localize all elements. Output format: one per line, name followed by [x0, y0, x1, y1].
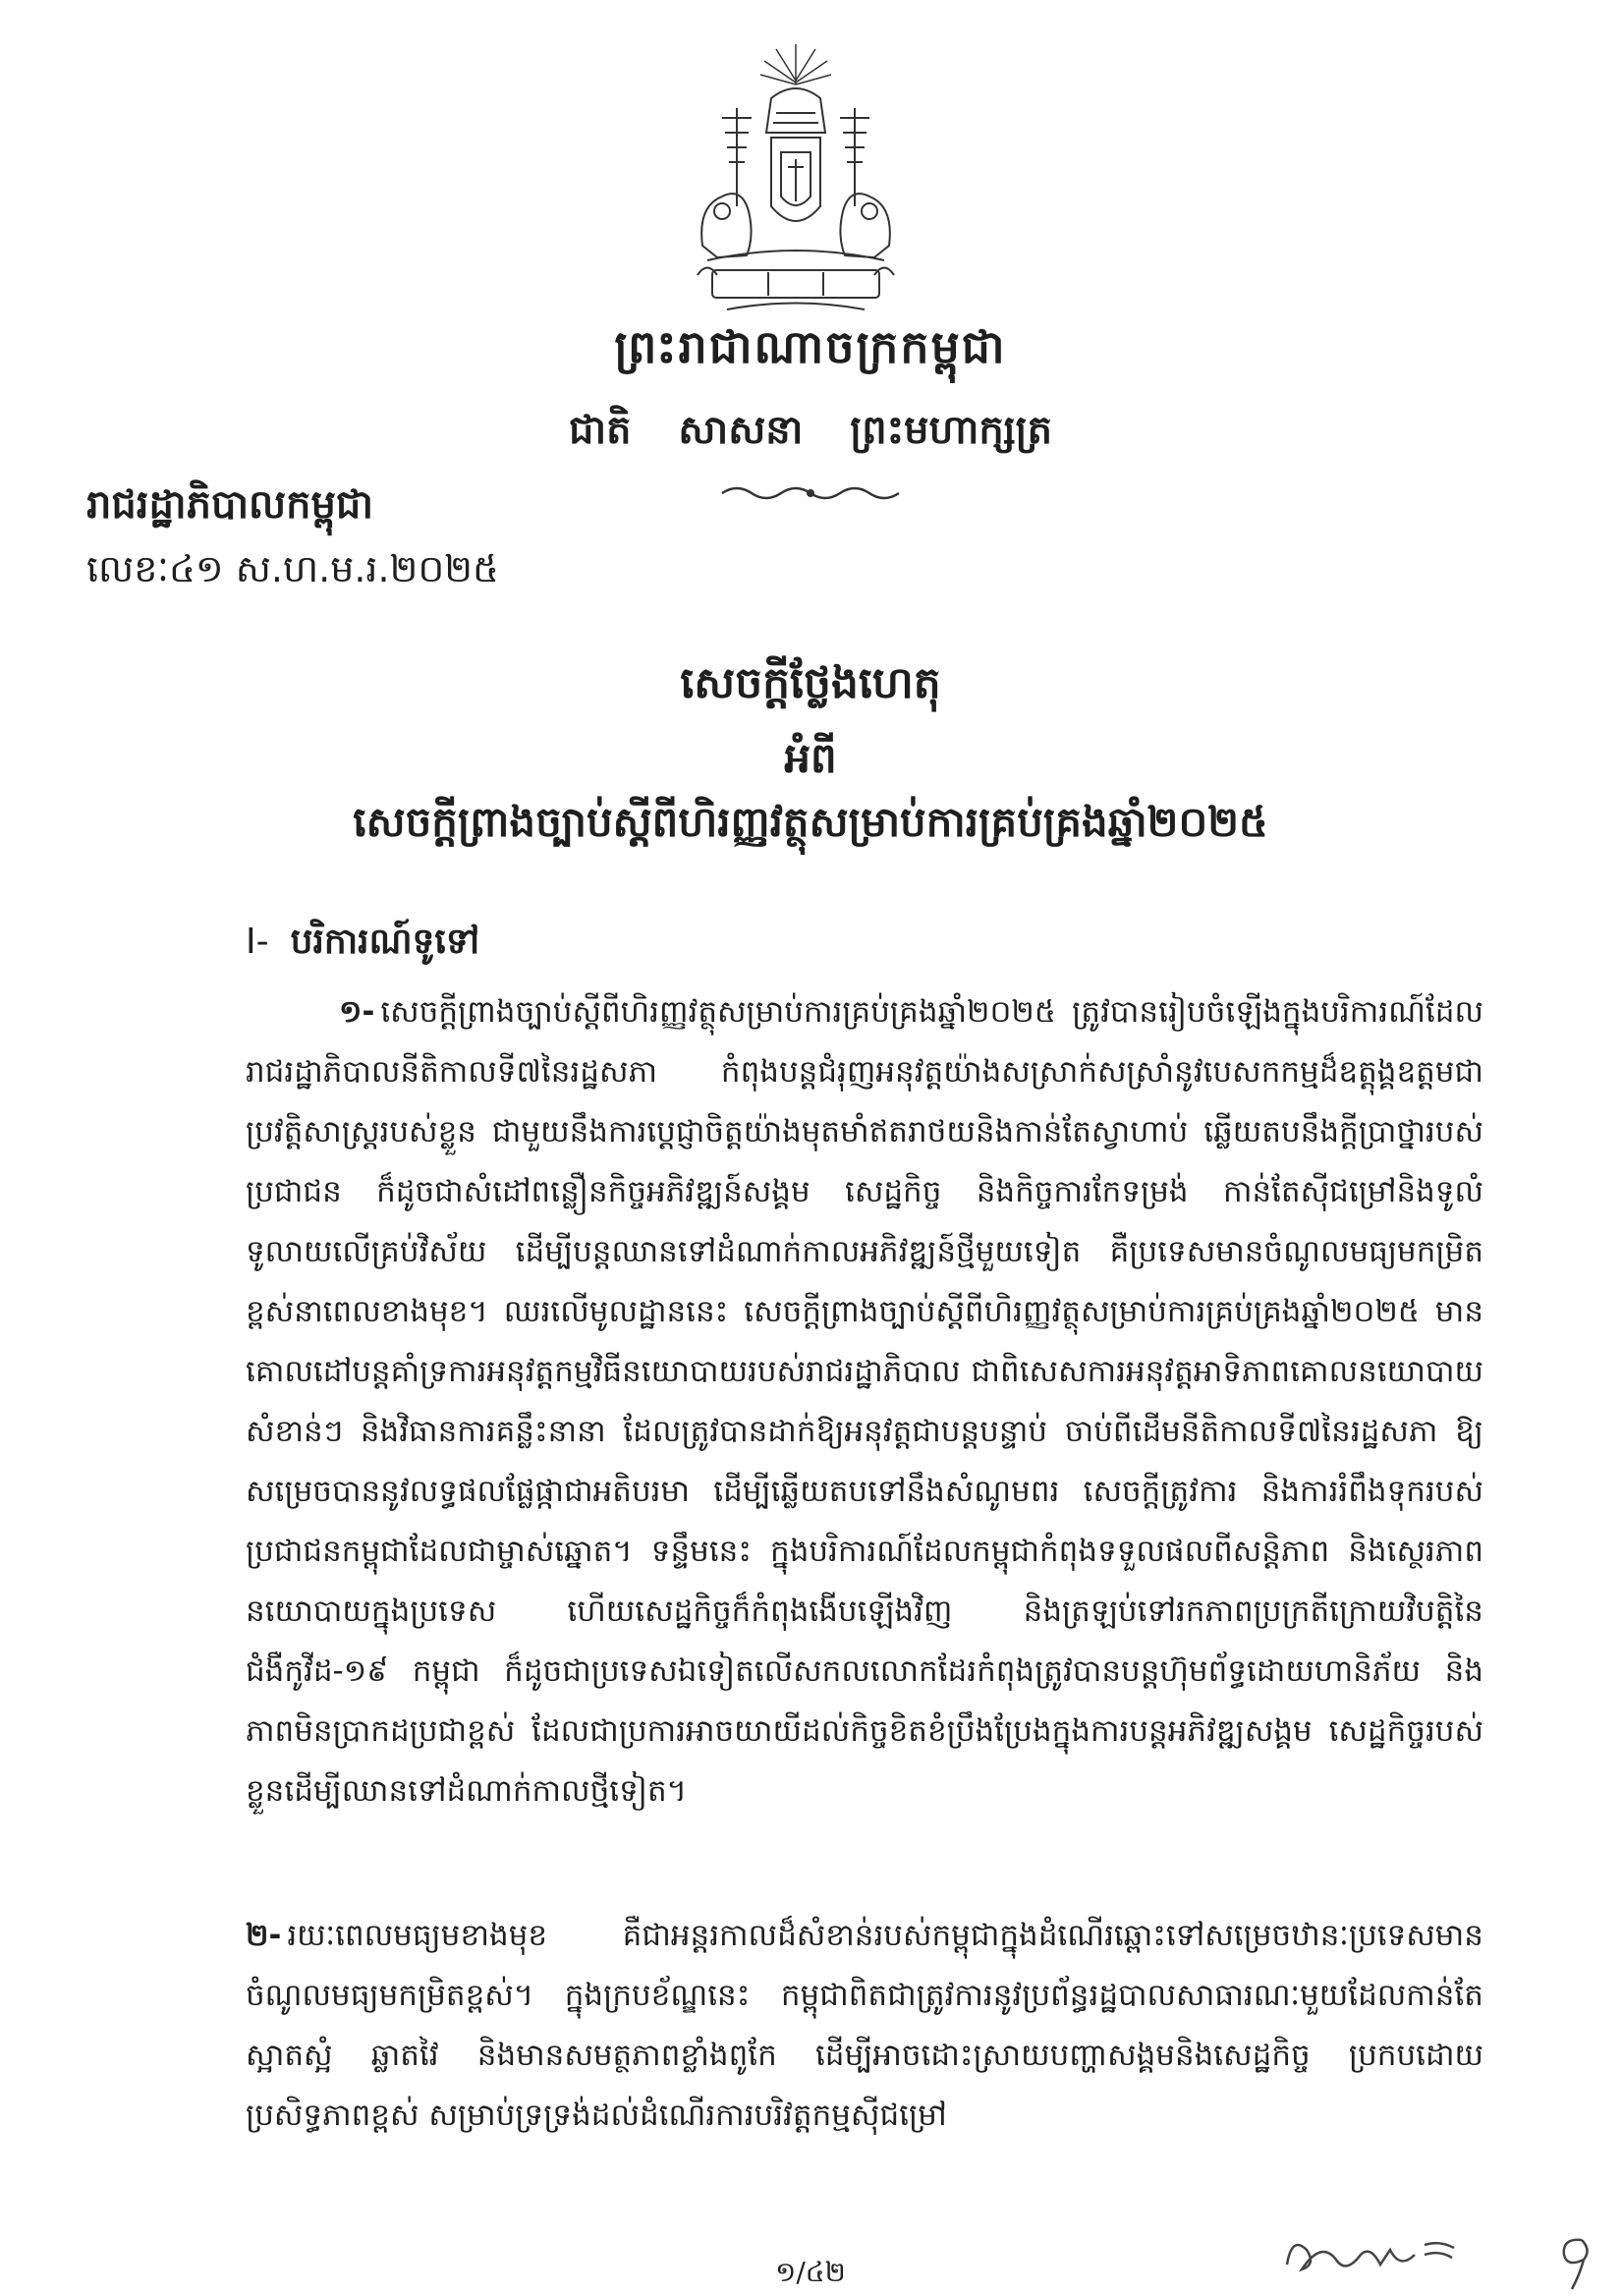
decorative-divider-ornament — [712, 478, 909, 508]
paragraph — [246, 982, 1483, 1821]
paragraph-text: រយៈពេលមធ្យមខាងមុខ គឺជាអន្តរកាលដ៏សំខាន់របស់កម្ពុជាក្នុងដំណើរឆ្ពោះទៅសម្រេចឋានៈប្រទេសមានចំណូលមធ្យមកម្រិតខ្ពស់។ ក្នុងក្របខ័ណ្ឌនេះ កម្ពុជាពិតជាត្រូវការនូវប្រព័ន្ធរដ្ឋបាលសាធារណៈមួយដែលកាន់តែស្អាតស្អំ ឆ្លាតវៃ និងមានសមត្ថភាពខ្លាំងពូកែ ដើម្បីអាចដោះស្រាយបញ្ហាសង្គមនិងសេដ្ឋកិច្ច ប្រកបដោយប្រសិទ្ធភាពខ្ពស់ សម្រាប់ទ្រទ្រង់ដល់ដំណើរការបរិវត្តកម្មស៊ីជម្រៅ — [246, 1918, 1483, 2133]
section-heading — [246, 919, 479, 971]
document-title-line-1: សេចក្តីថ្លែងហេតុ — [680, 658, 941, 708]
page-number: ១/៤២ — [775, 2256, 846, 2288]
paragraph-text: សេចក្តីព្រាងច្បាប់ស្តីពីហិរញ្ញវត្ថុសម្រាប់ការគ្រប់គ្រងឆ្នាំ២០២៥ ត្រូវបានរៀបចំឡើងក្នុងបរិការណ៍ដែលរាជរដ្ឋាភិបាលនីតិកាលទី៧នៃរដ្ឋសភា កំពុងបន្តជំរុញអនុវត្តយ៉ាងសស្រាក់សស្រាំនូវបេសកកម្មដ៏ឧត្តុង្គឧត្តមជាប្រវត្តិសាស្ត្ររបស់ខ្លួន ជាមួយនឹងការប្តេជ្ញាចិត្តយ៉ាងមុតមាំឥតរាថយនិងកាន់តែស្វាហាប់ ឆ្លើយតបនឹងក្តីប្រាថ្នារបស់ប្រជាជន ក៏ដូចជាសំដៅពន្លឿនកិច្ចអភិវឌ្ឍន៍សង្គម សេដ្ឋកិច្ច និងកិច្ចការកែទម្រង់ កាន់តែស៊ីជម្រៅនិងទូលំទូលាយលើគ្រប់វិស័យ ដើម្បីបន្តឈានទៅដំណាក់កាលអភិវឌ្ឍន៍ថ្មីមួយទៀត គឺប្រទេសមានចំណូលមធ្យមកម្រិតខ្ពស់នាពេលខាងមុខ។ ឈរលើមូលដ្ឋាននេះ សេចក្តីព្រាងច្បាប់ស្តីពីហិរញ្ញវត្ថុសម្រាប់ការគ្រប់គ្រងឆ្នាំ២០២៥ មានគោលដៅបន្តគាំទ្រការអនុវត្តកម្មវិធីនយោបាយរបស់រាជរដ្ឋាភិបាល ជាពិសេសការអនុវត្តអាទិភាពគោលនយោបាយសំខាន់ៗ និងវិធានការគន្លឹះនានា ដែលត្រូវបានដាក់ឱ្យអនុវត្តជាបន្តបន្ទាប់ ចាប់ពីដើមនីតិកាលទី៧នៃរដ្ឋសភា ឱ្យសម្រេចបាននូវលទ្ធផលផ្លែផ្កាជាអតិបរមា ដើម្បីឆ្លើយតបទៅនឹងសំណូមពរ សេចក្តីត្រូវការ និងការរំពឹងទុករបស់ប្រជាជនកម្ពុជាដែលជាម្ចាស់ឆ្នោត។ ទន្ទឹមនេះ ក្នុងបរិការណ៍ដែលកម្ពុជាកំពុងទទួលផលពីសន្តិភាព និងស្ថេរភាពនយោបាយក្នុងប្រទេស ហើយសេដ្ឋកិច្ចក៏កំពុងងើបឡើងវិញ និងត្រឡប់ទៅរកភាពប្រក្រតីក្រោយវិបត្តិនៃជំងឺកូវីដ-១៩ កម្ពុជា ក៏ដូចជាប្រទេសឯទៀតលើសកលលោកដែរកំពុងត្រូវបានបន្តហ៊ុមព័ទ្ធដោយហានិភ័យ និងភាពមិនប្រាកដប្រជាខ្ពស់ ដែលជាប្រការអាចយាយីដល់កិច្ចខិតខំប្រឹងប្រែងក្នុងការបន្តអភិវឌ្ឍសង្គម សេដ្ឋកិច្ចរបស់ខ្លួនដើម្បីឈានទៅដំណាក់កាលថ្មីទៀត។ — [246, 994, 1483, 1809]
document-title-line-3: សេចក្តីព្រាងច្បាប់ស្តីពីហិរញ្ញវត្ថុសម្រាប់ការគ្រប់គ្រងឆ្នាំ២០២៥ — [353, 798, 1268, 846]
issuing-government: រាជរដ្ឋាភិបាលកម្ពុជា — [86, 482, 373, 528]
section-number: I- — [246, 922, 269, 962]
national-motto: ជាតិ សាសនា ព្រះមហាក្សត្រ — [569, 408, 1052, 453]
paragraph-number: ២- — [246, 1918, 282, 1953]
document-number: លេខៈ៤១ ស.ហ.ម.រ.២០២៥ — [86, 547, 499, 590]
royal-coat-of-arms-emblem — [678, 39, 914, 324]
kingdom-title: ព្រះរាជាណាចក្រកម្ពុជា — [614, 320, 1007, 373]
section-title: បរិការណ៍ទូទៅ — [290, 922, 480, 962]
paragraph-number: ១- — [339, 994, 375, 1030]
paragraph — [246, 1906, 1483, 2146]
document-title-line-2: អំពី — [784, 734, 837, 782]
